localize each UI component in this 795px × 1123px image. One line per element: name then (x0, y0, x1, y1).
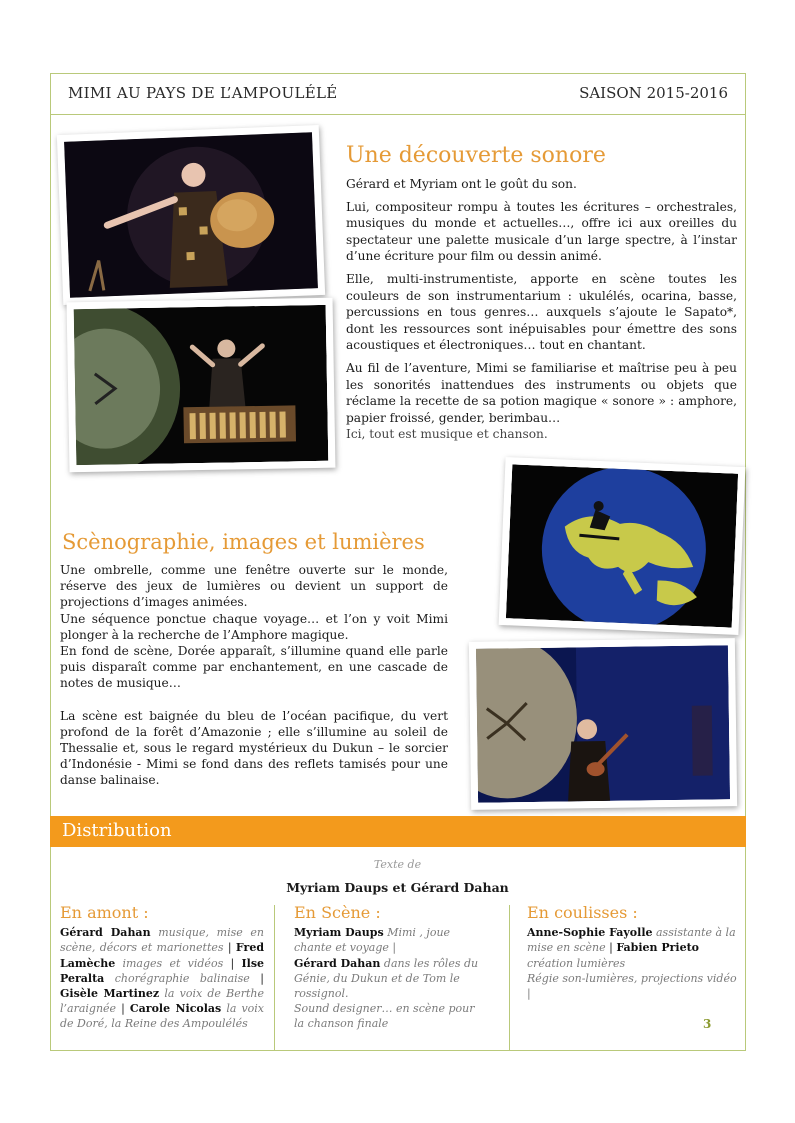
credit-role: musique, mise en scène, décors et marionettes (60, 926, 264, 955)
column-divider (509, 905, 510, 1050)
photo-gamelan-performer (67, 298, 336, 473)
credits-text (527, 925, 737, 1001)
credit-role: création lumières (527, 956, 626, 970)
separator: | (227, 941, 232, 955)
section-body-scenography (60, 562, 448, 789)
credit-role: la voix de Doré, la Reine des Ampoulélés (60, 1002, 265, 1031)
section-title-scenography: Scènographie, images et lumières (62, 530, 425, 554)
credits-column-upstream (60, 905, 264, 1032)
column-divider (274, 905, 275, 1050)
paragraph-line: En fond de scène, Dorée apparaît, s’illumine quand elle parle puis disparaît comme par enchantement, en une cascade de notes de musique… (60, 644, 448, 691)
credit-name: Gérard Dahan (294, 956, 381, 970)
paragraph: Gérard et Myriam ont le goût du son. (346, 177, 577, 191)
credit-role: la voix de Berthe l’araignée (60, 987, 265, 1016)
credit-name: Fred Lamèche (60, 941, 265, 970)
show-title: MIMI AU PAYS DE L’AMPOULÉLÉ (68, 84, 338, 102)
credit-role: Régie son-lumières, projections vidéo (527, 971, 737, 985)
separator: | (121, 1002, 125, 1016)
credit-name: Ilse Peralta (60, 956, 265, 985)
credits-text (294, 925, 484, 1031)
photo-ukulele-performer (469, 638, 737, 810)
section-title-sound: Une découverte sonore (346, 143, 606, 168)
separator: | (230, 956, 235, 970)
paragraph: Elle, multi-instrumentiste, apporte en scène toutes les couleurs de son instrumentarium : ukulélés, ocarina, basse, percussions en tous genres… auxquels s’ajoute le Sapato*, dont les ressources sont inépuisables pour émettre des sons acoustiques et électroniques… tout en chantant. (346, 271, 737, 353)
credit-name: Gérard Dahan (60, 926, 151, 940)
photo-singer-gourd (57, 125, 325, 305)
paragraph: Au fil de l’aventure, Mimi se familiarise et maîtrise peu à peu les sonorités inattendues des instruments ou objets que réclame la recette de sa potion magique « sonore » : amphore, papier froissé, gender, berimbau… (346, 360, 737, 425)
paragraph: La scène est baignée du bleu de l’océan pacifique, du vert profond de la forêt d’Amazonie ; elle s’illumine au soleil de Thessalie et, sous le regard mystérieux du Dukun – le sorcier d’Indonésie - Mimi se fond dans des reflets tamisés pour une danse balinaise. (60, 708, 448, 788)
closing-line: Ici, tout est musique et chanson. (346, 427, 548, 442)
photo-map-projection (499, 457, 746, 635)
season-label: SAISON 2015-2016 (579, 84, 728, 102)
credit-role: dans les rôles du Génie, du Dukun et de Tom le rossignol. (294, 956, 479, 1001)
column-title: En Scène : (294, 903, 381, 922)
credit-role: Sound designer… en scène pour la chanson finale (294, 1002, 475, 1031)
column-title: En coulisses : (527, 903, 638, 922)
section-body-sound (346, 176, 737, 449)
text-by-label: Texte de (373, 858, 422, 871)
page-header (50, 73, 746, 115)
credit-role: chorégraphie balinaise (114, 971, 250, 985)
credit-role: assistante à la mise en scène (527, 926, 736, 955)
credit-name: Carole Nicolas (129, 1002, 222, 1016)
separator: | (392, 941, 397, 955)
separator: | (609, 941, 613, 955)
credit-role: Mimi , joue chante et voyage (294, 926, 451, 955)
distribution-title: Distribution (62, 820, 172, 841)
credit-name: Gisèle Martinez (60, 987, 160, 1001)
credit-name: Anne-Sophie Fayolle (527, 926, 653, 940)
page-number: 3 (703, 1017, 712, 1031)
separator: | (527, 987, 531, 1001)
credits-column-backstage (527, 905, 737, 1001)
credit-role: images et vidéos (122, 956, 224, 970)
credit-name: Fabien Prieto (616, 941, 700, 955)
paragraph-line: Une ombrelle, comme une fenêtre ouverte sur le monde, réserve des jeux de lumières ou devient un support de projections d’images animées. (60, 563, 448, 610)
column-title: En amont : (60, 903, 149, 922)
credit-name: Myriam Daups (294, 926, 384, 940)
authors: Myriam Daups et Gérard Dahan (286, 880, 509, 895)
distribution-bar (50, 816, 746, 847)
separator: | (260, 971, 265, 985)
paragraph: Lui, compositeur rompu à toutes les écritures – orchestrales, musiques du monde et actuelles…, offre ici aux oreilles du spectateur une palette musicale d’un large spectre, à l’instar d’une écriture pour film ou dessin animé. (346, 199, 737, 264)
credits-text (60, 925, 264, 1031)
credits-column-on-stage (294, 905, 484, 1032)
paragraph-line: Une séquence ponctue chaque voyage… et l’on y voit Mimi plonger à la recherche de l’Amphore magique. (60, 611, 448, 642)
